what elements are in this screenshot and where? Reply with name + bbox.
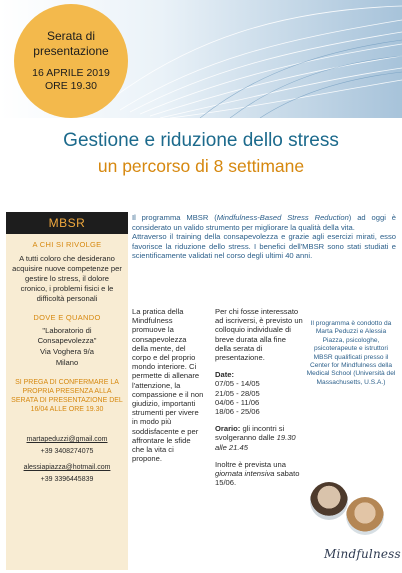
info-sidebar [6, 212, 128, 570]
contact-list [6, 434, 128, 486]
audience-heading: A CHI SI RIVOLGE [32, 240, 102, 249]
intensive-day-text [215, 460, 303, 488]
intensive-before: Inoltre è prevista una [215, 459, 286, 469]
rsvp-note: SI PREGA DI CONFERMARE LA PROPRIA PRESENZA ALLA SERATA DI PRESENTAZIONE DEL 16/04 ALLE ORE 19.30 [11, 379, 123, 413]
venue-name: "Laboratorio di Consapevolezza" [37, 326, 97, 345]
contact-phone-alessia[interactable]: +39 3396445839 [40, 476, 94, 483]
intensive-em: giornata intensiva [215, 469, 275, 479]
hero-banner [0, 0, 402, 118]
page-title: Gestione e riduzione dello stress [63, 130, 339, 151]
contact-phone-marta[interactable]: +39 3408274075 [40, 448, 94, 455]
venue-city: Milano [55, 358, 79, 367]
hours-text [215, 424, 303, 452]
date-row: 21/05 - 28/05 [215, 388, 260, 398]
intro-paragraph-2: Attraverso il training della consapevolezza e grazie agli esercizi mirati, esso favorisce la riduzione dello stress. I benefici dell'MBSR sono stati studiati e scientificamente validati nel corso degli ultimi 40 anni. [132, 232, 396, 261]
badge-title-line1: Serata di [46, 29, 96, 43]
date-row: 04/06 - 11/06 [215, 397, 260, 407]
contact-email-marta[interactable]: martapeduzzi@gmail.com [26, 436, 108, 443]
date-row: 07/05 - 14/05 [215, 379, 260, 389]
badge-time: ORE 19.30 [45, 80, 97, 92]
intro-text-1a: Il programma MBSR ( [132, 213, 217, 222]
enrollment-text: Per chi fosse interessato ad iscriversi, è previsto un colloquio individuale di breve durata alla fine della serata di presentazione. [215, 307, 303, 363]
instructor-photo [346, 497, 384, 535]
date-row: 18/06 - 25/06 [215, 407, 260, 417]
venue-street: Via Voghera 9/a [40, 347, 94, 356]
hours-time: 19.30 alle 21.45 [215, 433, 296, 452]
badge-title-line2: presentazione [33, 44, 109, 58]
dates-label: Date: [215, 370, 234, 380]
event-badge [14, 4, 128, 118]
venue-heading: DOVE E QUANDO [33, 313, 101, 322]
intensive-after: sabato 15/06. [215, 469, 300, 488]
hours-body: gli incontri si svolgeranno dalle [215, 424, 285, 443]
program-intro [132, 213, 396, 261]
intro-text-1c: ) ad oggi è considerato un valido strumento per migliorare la qualità della vita. [132, 213, 396, 232]
sidebar-heading: MBSR [6, 212, 128, 234]
badge-date: 16 APRILE 2019 [32, 67, 110, 79]
page-subtitle: un percorso di 8 settimane [97, 156, 305, 176]
mindfulness-description: La pratica della Mindfulness promuove la consapevolezza della mente, del corpo e del proprio mondo interiore. Ci permette di allenare l'attenzione, la compassione e il non giudizio, importanti strumenti per vivere in modo più soddisfacente e per affrontare le sfide che la vita ci propone. [132, 307, 204, 464]
instructors-text: Il programma è condotto da Marta Peduzzi e Alessia Piazza, psicologhe, psicoterapeute e istruttori MBSR qualificati presso il Center for Mindfulness della Medical School (Università del Massachusetts, U.S.A.) [306, 320, 396, 386]
audience-text: A tutti coloro che desiderano acquisire nuove competenze per gestire lo stress, il dolore cronico, i problemi fisici e le difficoltà personali [12, 254, 122, 303]
schedule-column [215, 307, 303, 487]
intro-paragraph-1 [132, 213, 396, 232]
contact-email-alessia[interactable]: alessiapiazza@hotmail.com [23, 464, 111, 471]
mindfulness-logo: Mindfulness [324, 547, 401, 561]
instructor-photo [310, 482, 348, 520]
hours-label: Orario: [215, 424, 241, 434]
intro-text-1b: Mindfulness-Based Stress Reduction [216, 213, 349, 222]
